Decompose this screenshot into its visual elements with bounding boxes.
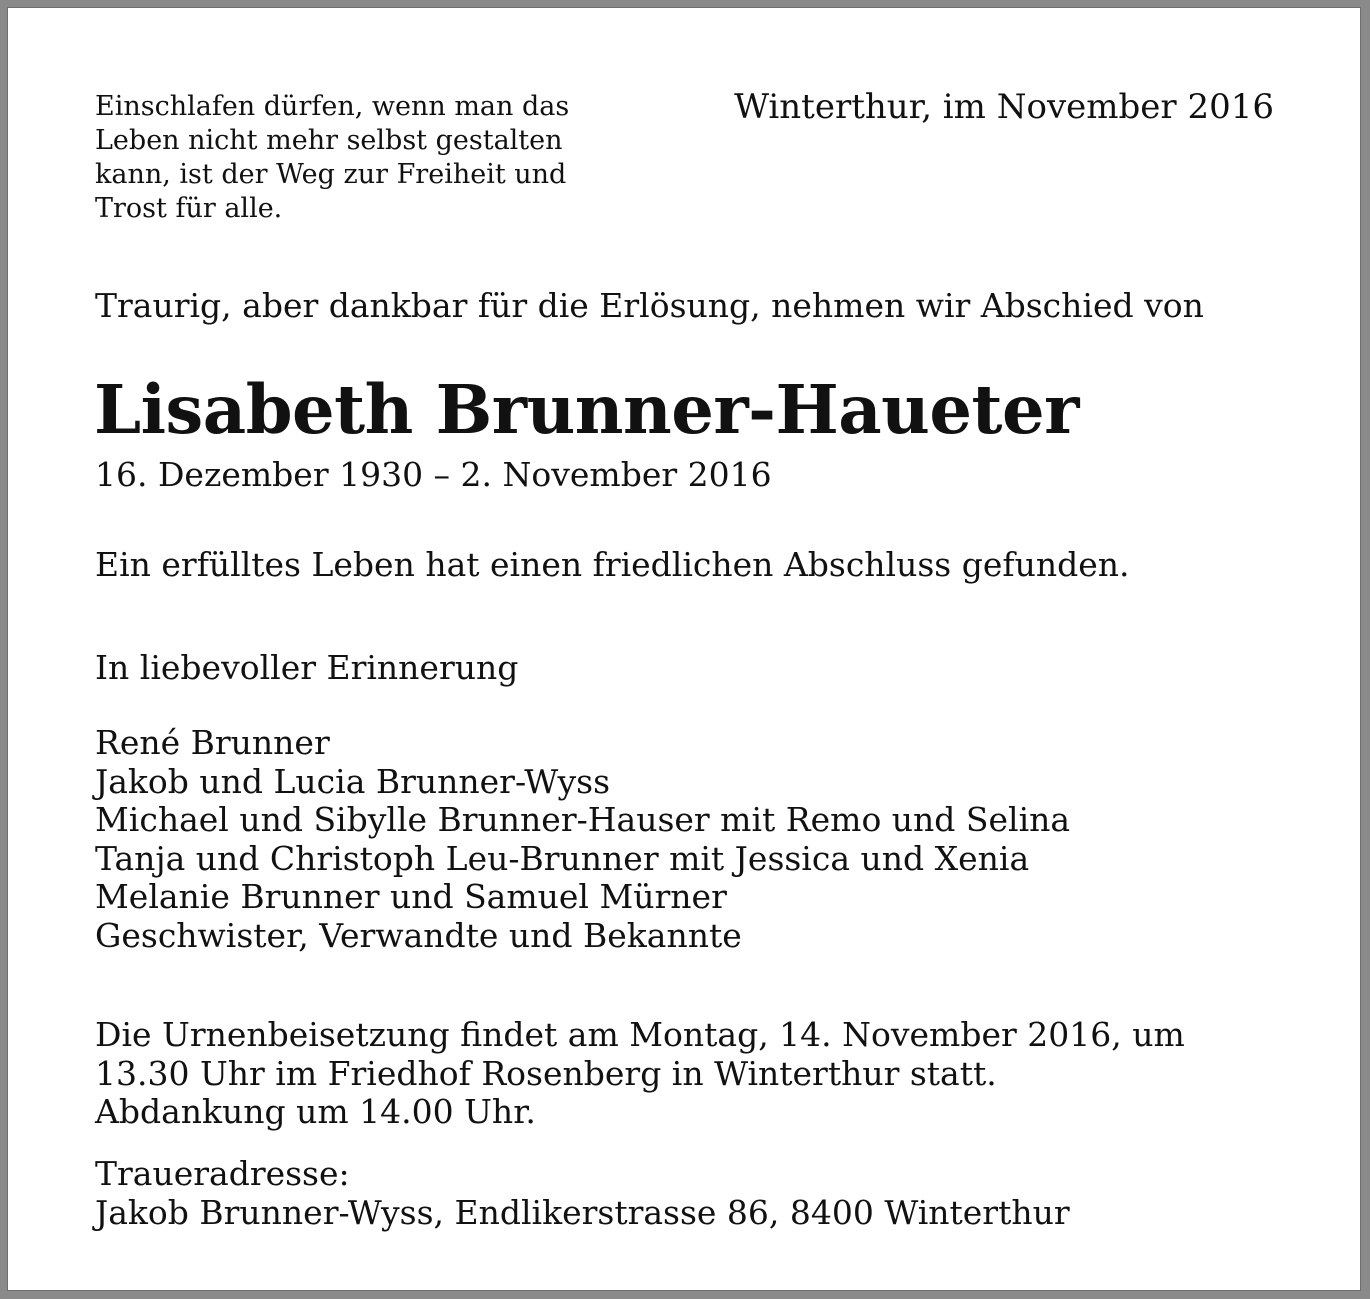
- mourner-entry: Michael und Sibylle Brunner-Hauser mit Remo und Selina: [95, 800, 1071, 839]
- address-label: Traueradresse:: [95, 1154, 350, 1193]
- ceremony-line: Die Urnenbeisetzung findet am Montag, 14. November 2016, um: [95, 1015, 1185, 1054]
- motto-line: Einschlafen dürfen, wenn man das: [95, 91, 570, 122]
- motto-line: Trost für alle.: [95, 193, 283, 224]
- mourner-entry: Melanie Brunner und Samuel Mürner: [95, 877, 727, 916]
- ceremony-details: [95, 1016, 1185, 1132]
- mourner-entry: Jakob und Lucia Brunner-Wyss: [95, 761, 611, 801]
- address-value: Jakob Brunner-Wyss, Endlikerstrasse 86, 8400 Winterthur: [95, 1192, 1070, 1232]
- motto-line: Leben nicht mehr selbst gestalten: [95, 125, 563, 156]
- intro-sentence: Traurig, aber dankbar für die Erlösung, nehmen wir Abschied von: [95, 286, 1204, 325]
- motto-quote: [95, 90, 655, 226]
- ceremony-line: Abdankung um 14.00 Uhr.: [95, 1092, 536, 1131]
- obituary-notice: [8, 8, 1360, 1290]
- ceremony-line: 13.30 Uhr im Friedhof Rosenberg in Winterthur statt.: [95, 1053, 997, 1093]
- motto-line: kann, ist der Weg zur Freiheit und: [95, 159, 567, 190]
- deceased-name: Lisabeth Brunner-Haueter: [94, 370, 1079, 449]
- place-and-date: Winterthur, im November 2016: [734, 87, 1274, 127]
- mourning-address: [95, 1155, 1070, 1232]
- mourner-entry: René Brunner: [95, 723, 330, 762]
- life-dates: 16. Dezember 1930 – 2. November 2016: [95, 455, 772, 494]
- mourner-entry: Geschwister, Verwandte und Bekannte: [95, 915, 742, 955]
- tribute-sentence: Ein erfülltes Leben hat einen friedlichen Abschluss gefunden.: [95, 545, 1130, 584]
- mourners-list: [95, 724, 1070, 955]
- memory-heading: In liebevoller Erinnerung: [95, 648, 519, 687]
- mourner-entry: Tanja und Christoph Leu-Brunner mit Jessica und Xenia: [95, 838, 1030, 878]
